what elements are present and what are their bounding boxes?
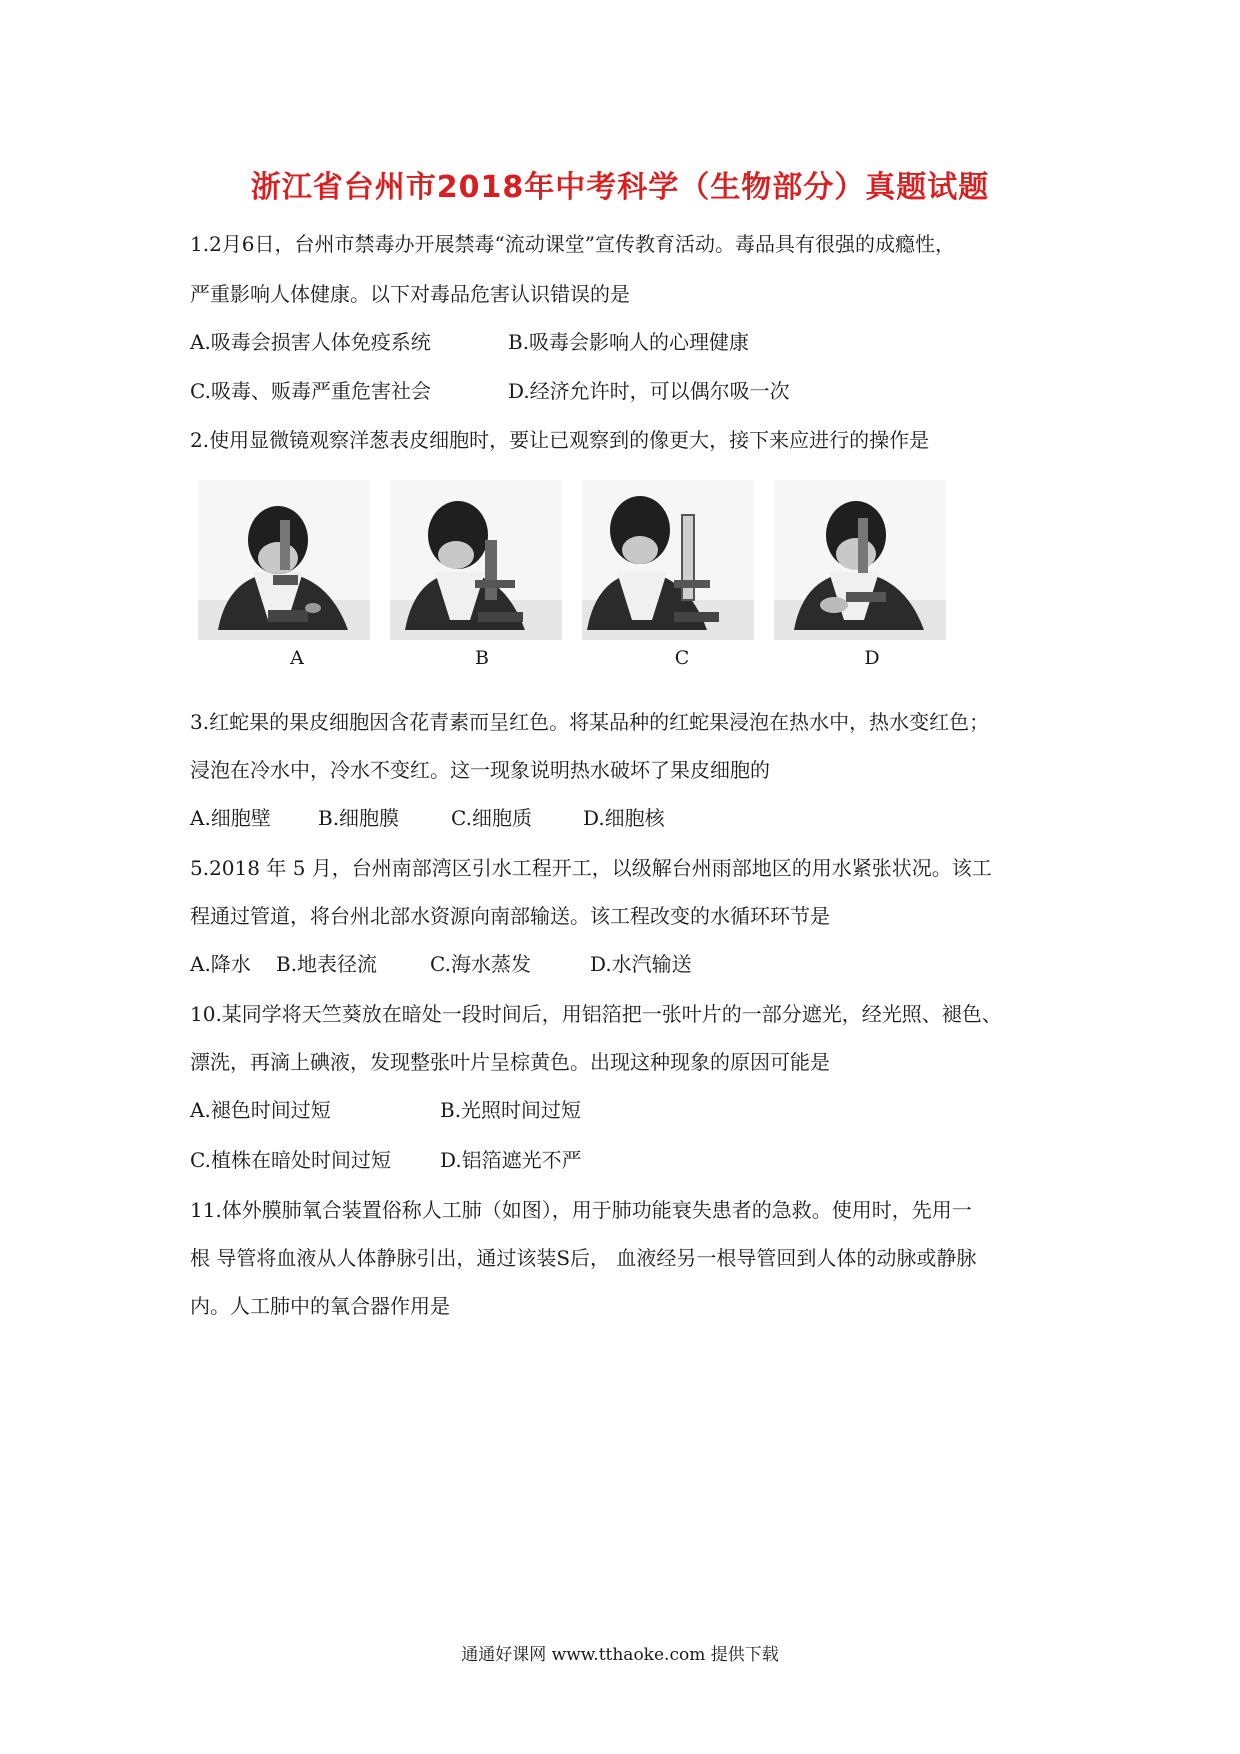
- q5-option-d: D.水汽输送: [590, 952, 692, 976]
- q10-text-line2: 漂洗，再滴上碘液，发现整张叶片呈棕黄色。出现这种现象的原因可能是: [190, 1050, 830, 1074]
- q1-option-b: B.吸毒会影响人的心理健康: [508, 330, 750, 354]
- q3-option-d: D.细胞核: [583, 806, 665, 830]
- q3-text-line1: 3.红蛇果的果皮细胞因含花青素而呈红色。将某品种的红蛇果浸泡在热水中，热水变红色；: [190, 710, 990, 734]
- q10-text-line1: 10.某同学将天竺葵放在暗处一段时间后，用铝箔把一张叶片的一部分遮光，经光照、褪色、: [190, 1002, 1002, 1026]
- q10-option-b: B.光照时间过短: [440, 1098, 582, 1122]
- q2-text-line1: 2.使用显微镜观察洋葱表皮细胞时，要让已观察到的像更大，接下来应进行的操作是: [190, 428, 930, 452]
- q1-option-d: D.经济允许时，可以偶尔吸一次: [508, 379, 790, 403]
- q10-option-d: D.铝箔遮光不严: [440, 1148, 582, 1172]
- q5-option-c: C.海水蒸发: [430, 952, 531, 976]
- q5-text-line2: 程通过管道，将台州北部水资源向南部输送。该工程改变的水循环环节是: [190, 904, 830, 928]
- q3-option-a: A.细胞壁: [190, 806, 271, 830]
- microscope-photos: [198, 480, 978, 670]
- q1-option-c: C.吸毒、贩毒严重危害社会: [190, 379, 431, 403]
- q5-option-b: B.地表径流: [276, 952, 378, 976]
- q10-option-a: A.褪色时间过短: [190, 1098, 331, 1122]
- photo-label-a: A: [290, 647, 304, 669]
- q3-option-b: B.细胞膜: [318, 806, 400, 830]
- photo-label-b: B: [475, 647, 489, 669]
- q11-text-line2: 根 导管将血液从人体静脉引出，通过该装S后， 血液经另一根导管回到人体的动脉或静脉: [190, 1246, 977, 1270]
- page-title: 浙江省台州市2018年中考科学（生物部分）真题试题: [250, 170, 990, 205]
- microscope-photo-a: [198, 480, 370, 640]
- page-footer: 通通好课网 www.tthaoke.com 提供下载: [461, 1645, 779, 1665]
- q3-option-c: C.细胞质: [451, 806, 532, 830]
- q1-option-a: A.吸毒会损害人体免疫系统: [190, 330, 431, 354]
- q3-text-line2: 浸泡在冷水中，冷水不变红。这一现象说明热水破坏了果皮细胞的: [190, 758, 770, 782]
- q10-option-c: C.植株在暗处时间过短: [190, 1148, 391, 1172]
- q5-text-line1: 5.2018 年 5 月，台州南部湾区引水工程开工，以级解台州雨部地区的用水紧张状况。该工: [190, 856, 992, 880]
- microscope-photo-d: [774, 480, 946, 640]
- q11-text-line3: 内。人工肺中的氧合器作用是: [190, 1294, 450, 1318]
- photo-label-d: D: [864, 647, 880, 669]
- microscope-photo-c: [582, 480, 754, 640]
- q5-option-a: A.降水: [190, 952, 251, 976]
- q1-text-line2: 严重影响人体健康。以下对毒品危害认识错误的是: [190, 282, 630, 306]
- q11-text-line1: 11.体外膜肺氧合装置俗称人工肺（如图），用于肺功能衰失患者的急救。使用时，先用一: [190, 1198, 972, 1222]
- microscope-photo-b: [390, 480, 562, 640]
- photo-label-c: C: [674, 647, 690, 669]
- q1-text-line1: 1.2月6日，台州市禁毒办开展禁毒“流动课堂”宣传教育活动。毒品具有很强的成瘾性，: [190, 232, 955, 256]
